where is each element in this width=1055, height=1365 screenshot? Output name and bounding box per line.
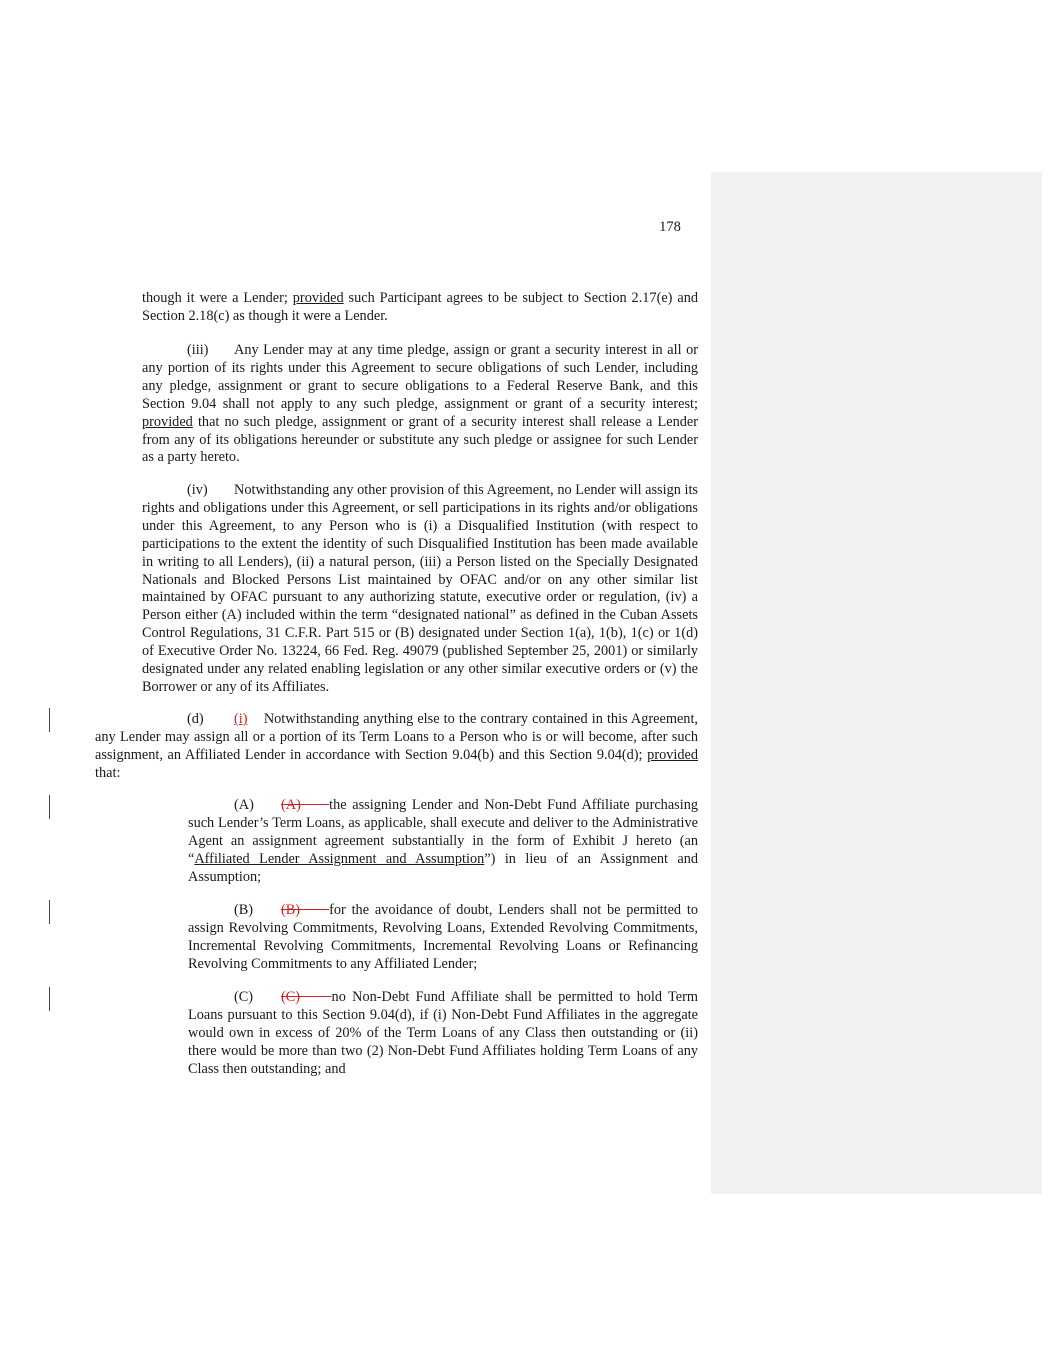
clause-number: (A) <box>234 797 254 813</box>
clause-number: (d) <box>187 711 204 727</box>
paragraph-iv <box>142 482 698 697</box>
paragraph-continuation <box>142 290 698 326</box>
clause-number: (B) <box>234 902 254 918</box>
text-run: ”) in lieu of an Assignment and Assumption; <box>188 850 698 885</box>
text-run: that: <box>95 764 121 781</box>
clause-number: (iv) <box>187 482 208 498</box>
text-run: Notwithstanding any other provision of this Agreement, no Lender will assign its rights and obligations under this Agreement, or sell participations in its rights and/or obligations under this Agreement, to any Person who is (i) a Disqualified Institution (with respect to participations to the extent the identity of such Disqualified Institution has been made available in writing to all Lenders), (ii) a natural person, (iii) a Person listed on the Specially Designated Nationals and Blocked Persons List maintained by OFAC and/or on any other similar list maintained by OFAC pursuant to any authorizing statute, executive order or regulation, (iv) a Person either (A) included within the term “designated national” as defined in the Cuban Assets Control Regulations, 31 C.F.R. Part 515 or (B) designated under Section 1(a), 1(b), 1(c) or 1(d) of Executive Order No. 13224, 66 Fed. Reg. 49079 (published September 25, 2001) or similarly designated under any related enabling legislation or any other similar executive orders or (v) the Borrower or any of its Affiliates. <box>142 482 698 695</box>
paragraph-B <box>188 902 698 974</box>
text-run: Notwithstanding anything else to the contrary contained in this Agreement, any Lender may assign all or a portion of its Term Loans to a Person who is or will become, after such assignment, an Affiliated Lender in accordance with Section 9.04(b) and this Section 9.04(d); <box>95 711 698 763</box>
change-bar <box>49 987 50 1011</box>
text-run: though it were a Lender; <box>142 290 293 306</box>
clause-number: (iii) <box>187 342 209 358</box>
inserted-text: (i) <box>234 711 248 727</box>
text-run: Any Lender may at any time pledge, assign or grant a security interest in all or any portion of its rights under this Agreement to secure obligations of such Lender, including any pledge, assignment or grant to secure obligations to a Federal Reserve Bank, and this Section 9.04 shall not apply to any such pledge, assignment or grant of a security interest; <box>142 342 698 412</box>
provided-term: provided <box>292 290 344 306</box>
text-run: for the avoidance of doubt, Lenders shall not be permitted to assign Revolving Commitments, Revolving Loans, Extended Revolving Commitments, Incremental Revolving Commitments, Incremental Revolving Loans or Refinancing Revolving Commitments to any Affiliated Lender; <box>188 902 698 972</box>
clause-number: (C) <box>234 989 254 1005</box>
deleted-text: (A) <box>281 797 301 813</box>
paragraph-A <box>188 797 698 887</box>
page-number: 178 <box>659 219 681 235</box>
provided-term: provided <box>647 746 698 763</box>
text-run: that no such pledge, assignment or grant of a security interest shall release a Lender from any of its obligations hereunder or substitute any such pledge or assignee for such Lender as a party hereto. <box>142 413 698 466</box>
change-bar <box>49 900 50 924</box>
change-bar <box>49 708 50 732</box>
change-bar <box>49 795 50 819</box>
deleted-tab <box>300 989 331 1005</box>
paragraph-C <box>188 989 698 1079</box>
paragraph-iii <box>142 342 698 467</box>
deleted-tab <box>301 797 329 813</box>
paragraph-d <box>95 711 698 783</box>
provided-term: provided <box>142 413 193 430</box>
deleted-text: (C) <box>281 989 301 1005</box>
defined-term: Affiliated Lender Assignment and Assumption <box>194 850 485 867</box>
text-run: the assigning Lender and Non-Debt Fund Affiliate purchasing such Lender’s Term Loans, as applicable, shall execute and deliver to the Administrative Agent an assignment agreement substantially in the form of Exhibit J hereto (an “ <box>188 797 698 867</box>
comment-pane <box>711 172 1042 1194</box>
deleted-tab <box>300 902 329 918</box>
text-run: no Non-Debt Fund Affiliate shall be permitted to hold Term Loans pursuant to this Section 9.04(d), if (i) Non-Debt Fund Affiliates in the aggregate would own in excess of 20% of the Term Loans of any Class then outstanding or (ii) there would be more than two (2) Non-Debt Fund Affiliates holding Term Loans of any Class then outstanding; and <box>188 989 698 1077</box>
deleted-text: (B) <box>281 902 301 918</box>
text-run: such Participant agrees to be subject to Section 2.17(e) and Section 2.18(c) as though it were a Lender. <box>142 290 698 324</box>
